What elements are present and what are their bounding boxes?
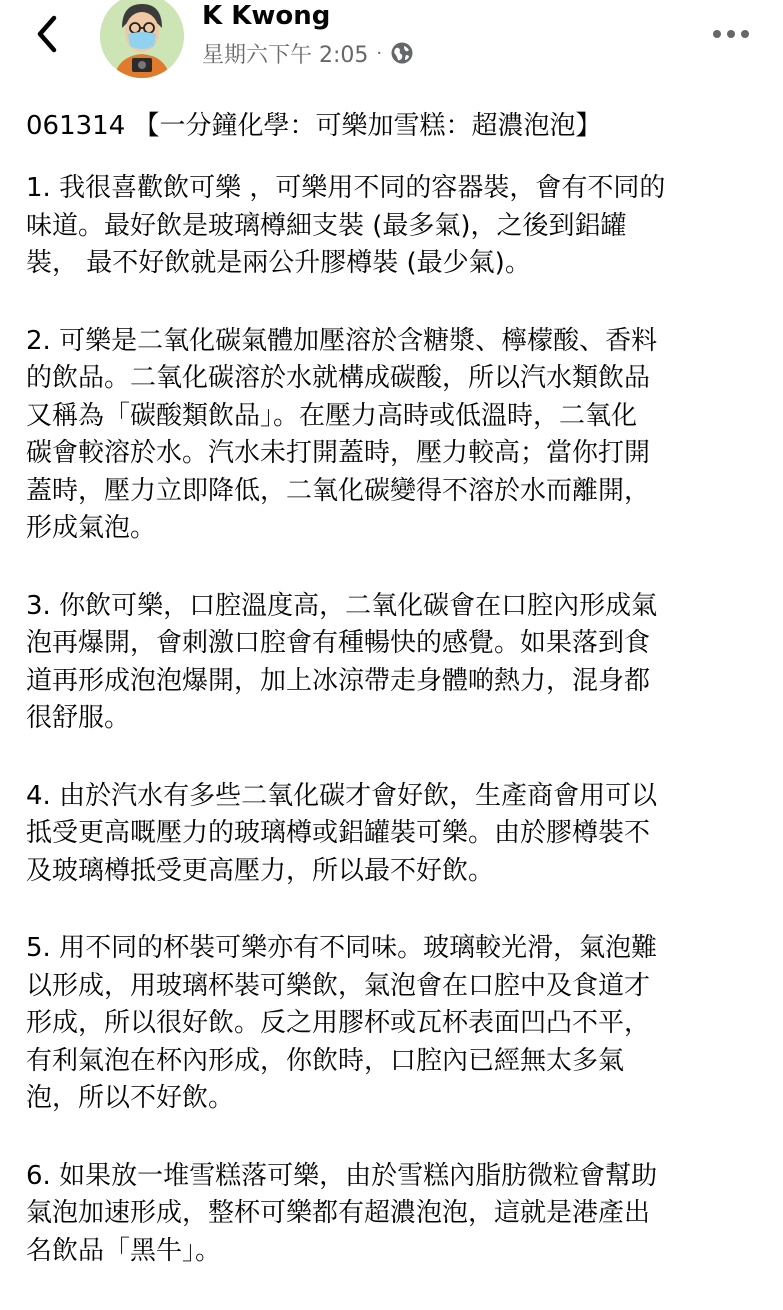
meta-separator: · [376, 42, 383, 64]
paragraph-line: 3. 你飲可樂，口腔溫度高，二氧化碳會在口腔內形成氣 [26, 590, 658, 621]
paragraph-line: 形成氣泡。 [26, 513, 157, 543]
post-paragraphs [26, 170, 761, 1270]
paragraph-line: 4. 由於汽水有多些二氧化碳才會好飲，生產商會用可以 [26, 780, 658, 811]
post-paragraph [26, 323, 761, 548]
paragraph-line: 及玻璃樽抵受更高壓力，所以最不好飲。 [26, 855, 495, 886]
post-body [26, 106, 761, 1310]
post-paragraph [26, 1158, 761, 1271]
paragraph-line: 1. 我很喜歡飲可樂 ，可樂用不同的容器裝，會有不同的 [26, 173, 666, 203]
post-header [0, 0, 783, 92]
post-title: 061314 【一分鐘化學：可樂加雪糕：超濃泡泡】 [26, 111, 602, 141]
post-paragraph [26, 778, 761, 891]
paragraph-line: 碳會較溶於水。汽水未打開蓋時，壓力較高；當你打開 [26, 438, 651, 468]
post-timestamp[interactable]: 星期六下午 2:05 [202, 42, 369, 68]
post-paragraph [26, 170, 761, 283]
paragraph-line: 2. 可樂是二氧化碳氣體加壓溶於含糖漿、檸檬酸、香料 [26, 325, 658, 356]
back-button[interactable] [30, 12, 70, 56]
post-meta [202, 38, 414, 68]
paragraph-line: 道再形成泡泡爆開，加上冰涼帶走身體啲熱力，混身都 [26, 665, 651, 696]
paragraph-line: 6. 如果放一堆雪糕落可樂，由於雪糕內脂肪微粒會幫助 [26, 1160, 658, 1191]
author-name[interactable]: K Kwong [202, 1, 331, 31]
paragraph-line: 5. 用不同的杯裝可樂亦有不同味。玻璃較光滑，氣泡難 [26, 933, 658, 963]
more-dots-icon [711, 22, 751, 46]
paragraph-line: 有利氣泡在杯內形成，你飲時，口腔內已經無太多氣 [26, 1045, 625, 1076]
paragraph-line: 抵受更高嘅壓力的玻璃樽或鋁罐裝可樂。由於膠樽裝不 [26, 818, 651, 848]
paragraph-line: 以形成，用玻璃杯裝可樂飲，氣泡會在口腔中及食道才 [26, 970, 651, 1001]
paragraph-line: 的飲品。二氧化碳溶於水就構成碳酸，所以汽水類飲品 [26, 363, 651, 393]
paragraph-line: 泡再爆開，會刺激口腔會有種暢快的感覺。如果落到食 [26, 628, 651, 658]
chevron-left-icon [30, 12, 70, 56]
post-paragraph [26, 930, 761, 1118]
more-options-button[interactable] [711, 22, 751, 46]
paragraph-line: 又稱為「碳酸類飲品」。在壓力高時或低溫時，二氧化 [26, 400, 638, 431]
paragraph-line: 氣泡加速形成，整杯可樂都有超濃泡泡，這就是港產出 [26, 1198, 651, 1228]
paragraph-line: 泡，所以不好飲。 [26, 1083, 235, 1113]
paragraph-line: 形成，所以很好飲。反之用膠杯或瓦杯表面凹凸不平， [26, 1008, 651, 1038]
globe-icon [390, 41, 414, 65]
paragraph-line: 很舒服。 [26, 703, 131, 733]
post-paragraph [26, 588, 761, 738]
avatar[interactable] [100, 0, 184, 78]
paragraph-line: 味道。最好飲是玻璃樽細支裝 (最多氣)，之後到鋁罐 [26, 210, 627, 241]
paragraph-line: 蓋時，壓力立即降低，二氧化碳變得不溶於水而離開， [26, 475, 651, 506]
paragraph-line: 名飲品「黑牛」。 [26, 1235, 222, 1266]
paragraph-line: 裝， 最不好飲就是兩公升膠樽裝 (最少氣)。 [26, 248, 531, 278]
